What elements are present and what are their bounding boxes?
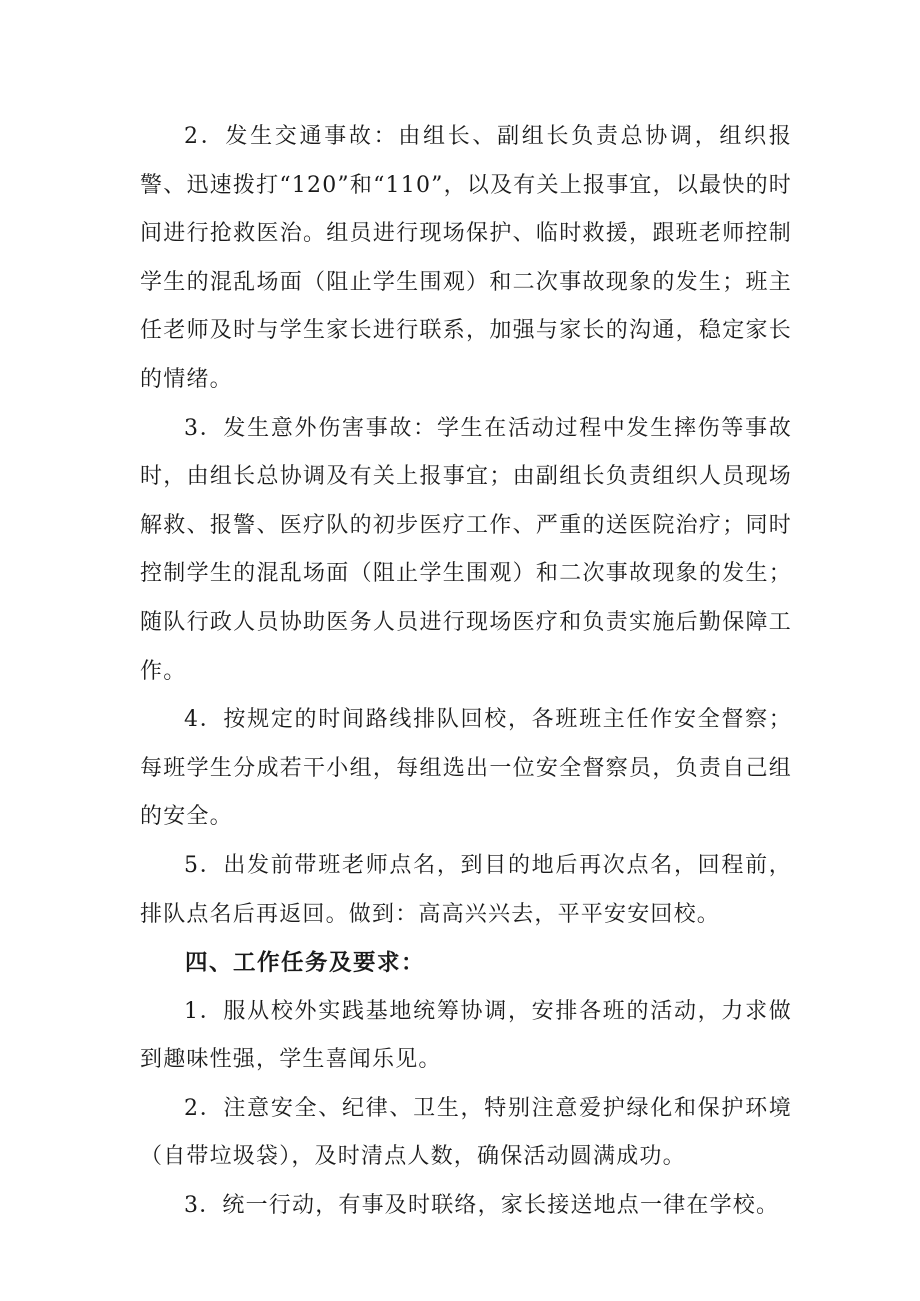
paragraph-roll-call: 5．出发前带班老师点名，到目的地后再次点名，回程前，排队点名后再返回。做到：高高兴兴去，平平安安回校。 <box>140 852 792 927</box>
task-item-coordination: 1．服从校外实践基地统筹协调，安排各班的活动，力求做到趣味性强，学生喜闻乐见。 <box>140 998 792 1073</box>
paragraph-accidental-injury: 3．发生意外伤害事故：学生在活动过程中发生摔伤等事故时，由组长总协调及有关上报事宜；由副组长负责组织人员现场解救、报警、医疗队的初步医疗工作、严重的送医院治疗；同时控制学生的混乱场面（阻止学生围观）和二次事故现象的发生；随队行政人员协助医务人员进行现场医疗和负责实施后勤保障工作。 <box>140 415 792 684</box>
paragraph-return-route: 4．按规定的时间路线排队回校，各班班主任作安全督察；每班学生分成若干小组，每组选出一位安全督察员，负责自己组的安全。 <box>140 707 792 830</box>
paragraph-traffic-accident: 2．发生交通事故：由组长、副组长负责总协调，组织报警、迅速拨打“120”和“110”，以及有关上报事宜，以最快的时间进行抢救医治。组员进行现场保护、临时救援，跟班老师控制学生的混乱场面（阻止学生围观）和二次事故现象的发生；班主任老师及时与学生家长进行联系，加强与家长的沟通，稳定家长的情绪。 <box>140 124 792 392</box>
task-item-safety: 2．注意安全、纪律、卫生，特别注意爱护绿化和保护环境（自带垃圾袋），及时清点人数，确保活动圆满成功。 <box>140 1095 792 1170</box>
document-body <box>140 113 792 1231</box>
task-item-unified-action: 3．统一行动，有事及时联络，家长接送地点一律在学校。 <box>184 1193 780 1219</box>
section-heading-tasks: 四、工作任务及要求： <box>185 950 426 977</box>
